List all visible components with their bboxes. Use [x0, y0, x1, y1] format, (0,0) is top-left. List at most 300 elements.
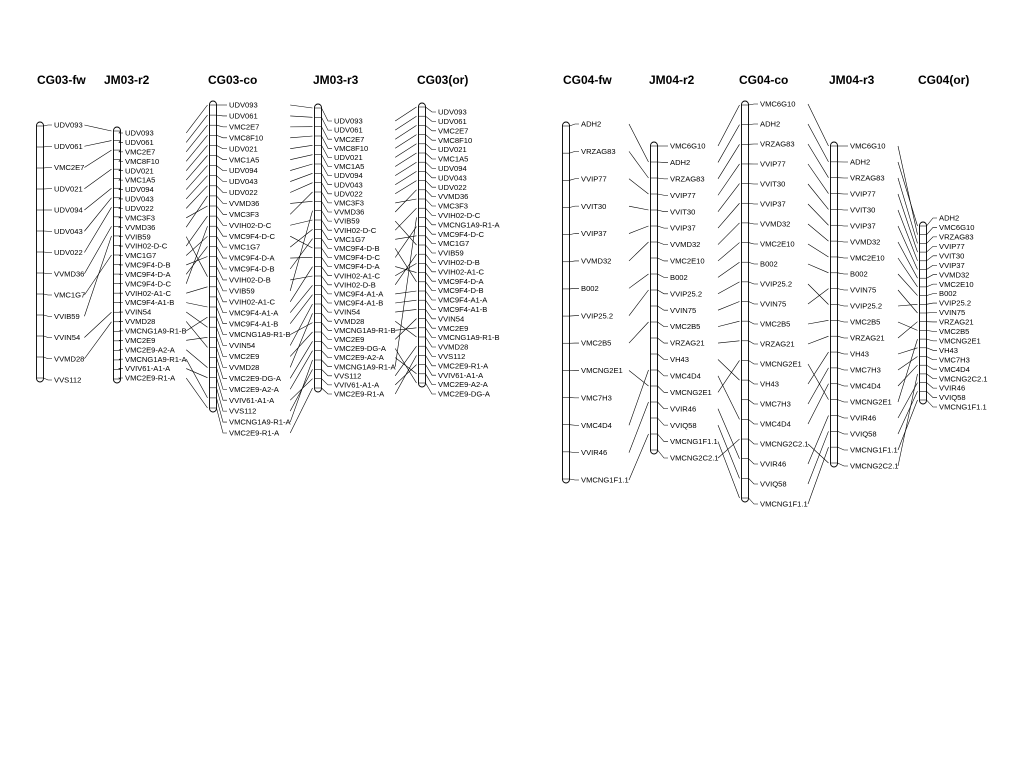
marker-leader [658, 226, 669, 228]
marker-label: VMCNG1A9-R1-B [438, 333, 500, 343]
marker-label: VMC1G7 [125, 251, 157, 261]
homology-link [84, 255, 111, 295]
marker-label: VMC2B5 [850, 317, 881, 327]
marker-label: VVIP25.2 [581, 311, 614, 321]
homology-link [84, 188, 111, 210]
marker-label: VMC9F4-A1-A [229, 308, 279, 318]
marker-leader [838, 336, 849, 338]
marker-label: VVIH02-D-C [438, 211, 481, 220]
marker-leader [426, 181, 437, 188]
homology-link [84, 125, 111, 131]
homology-link [898, 274, 918, 296]
marker-leader [570, 288, 580, 289]
marker-leader [838, 352, 849, 354]
marker-label: VMC3F3 [438, 201, 468, 211]
marker-label: VMC2B5 [760, 319, 791, 329]
homology-link [718, 262, 740, 277]
linkage-map-cg04-co [739, 73, 809, 509]
marker-label: VVMD28 [54, 354, 85, 364]
marker-label: VVIB59 [54, 311, 80, 321]
marker-label: VVIH02-A1-C [334, 271, 381, 281]
homology-link [808, 224, 829, 241]
marker-label: VRZAG83 [760, 139, 795, 149]
linkage-map-jm03-r3 [313, 73, 397, 399]
marker-label: VVIN54 [229, 341, 256, 351]
marker-leader [322, 369, 333, 375]
marker-label: VMC1A5 [334, 162, 365, 172]
homology-link [395, 319, 416, 340]
marker-leader [44, 294, 53, 295]
marker-label: VVIH02-A1-C [125, 288, 172, 298]
marker-leader [426, 346, 437, 356]
marker-label: VVS112 [229, 406, 257, 416]
homology-link [718, 223, 740, 245]
marker-leader [838, 447, 849, 450]
marker-label: VMC9F4-A1-A [334, 289, 384, 299]
linkage-map-cg03-co [208, 73, 292, 438]
marker-leader [570, 479, 580, 480]
homology-link [808, 352, 829, 384]
marker-label: VMC7H3 [850, 365, 881, 375]
marker-label: VMC2E7 [438, 126, 469, 136]
homology-link [898, 162, 918, 226]
homology-link [290, 164, 312, 171]
marker-label: VVIN75 [939, 308, 966, 318]
marker-leader [217, 216, 228, 225]
homology-link [186, 145, 207, 170]
links-cg03-co-jm03-r3 [290, 105, 312, 433]
marker-leader [426, 171, 437, 177]
marker-leader [838, 384, 849, 386]
marker-label: B002 [850, 269, 868, 279]
marker-leader [217, 135, 228, 138]
marker-label: VVMD32 [939, 270, 970, 280]
marker-leader [838, 225, 849, 226]
marker-label: VMCNG1A9-R1-A [229, 417, 291, 427]
marker-leader [322, 136, 333, 148]
homology-link [718, 376, 740, 420]
marker-leader [44, 168, 53, 169]
homology-link [290, 173, 312, 181]
homology-link [84, 150, 111, 167]
marker-leader [322, 379, 333, 385]
marker-leader [322, 276, 333, 285]
marker-label: VMC9F4-D-B [334, 244, 380, 253]
marker-label: VMC2E9-DG-A [334, 344, 386, 354]
homology-link [186, 176, 207, 199]
marker-label: UDV093 [334, 116, 363, 126]
marker-leader [217, 408, 228, 433]
marker-label: VVIQ58 [670, 420, 697, 430]
marker-label: VVMD36 [229, 199, 260, 208]
marker-label: VVMD36 [334, 207, 365, 217]
marker-leader [426, 208, 437, 215]
marker-leader [927, 391, 938, 397]
marker-leader [658, 194, 669, 195]
marker-label: VVMD28 [125, 317, 156, 327]
marker-leader [119, 245, 123, 246]
homology-link [290, 136, 312, 138]
homology-link [395, 254, 416, 285]
homology-link [290, 332, 312, 356]
marker-label: VVIP77 [850, 189, 876, 199]
homology-link [629, 402, 649, 453]
homology-link [395, 125, 416, 139]
marker-leader [217, 277, 228, 291]
marker-label: VMC1G7 [54, 290, 86, 300]
marker-label: VMC8F10 [229, 133, 264, 143]
marker-label: VVIH02-A1-C [438, 267, 485, 277]
marker-leader [749, 243, 759, 244]
marker-leader [658, 322, 669, 327]
homology-link [186, 156, 207, 181]
marker-label: VVIQ58 [939, 393, 966, 403]
marker-label: VMC2E9-A2-A [438, 380, 488, 390]
marker-leader [322, 145, 333, 157]
marker-label: VVMD36 [54, 269, 85, 279]
marker-leader [927, 383, 938, 389]
marker-label: VMC1G7 [334, 234, 366, 244]
marker-label: VMC4D4 [670, 371, 701, 381]
homology-link [808, 204, 829, 225]
marker-label: VMC2E9-R1-A [125, 373, 176, 383]
marker-label: VMCNG1F1.1 [850, 445, 898, 455]
marker-label: VMCNG1F1.1 [581, 475, 629, 485]
marker-label: VH43 [939, 345, 958, 355]
marker-label: VMCNG1A9-R1-A [334, 362, 396, 372]
marker-leader [749, 478, 759, 484]
links-jm03-r2-cg03-co [186, 105, 207, 408]
marker-label: VRZAG83 [581, 146, 616, 156]
marker-label: VRZAG21 [760, 339, 795, 349]
homology-link [718, 321, 740, 326]
marker-label: VMC1G7 [229, 242, 261, 252]
marker-label: VMC8F10 [438, 135, 473, 145]
marker-label: VMC9F4-A1-B [229, 319, 279, 329]
marker-leader [838, 400, 849, 402]
marker-label: ADH2 [850, 157, 871, 167]
homology-link [395, 107, 416, 121]
marker-leader [749, 459, 759, 464]
marker-label: VVIP77 [581, 174, 607, 184]
marker-leader [217, 176, 228, 182]
links-jm04-r3-cg04-or [898, 146, 918, 466]
marker-label: VMC9F4-D-A [229, 253, 275, 263]
marker-label: VVIH02-A1-C [229, 297, 276, 307]
marker-label: VMC2E10 [670, 256, 705, 266]
marker-leader [217, 186, 228, 193]
marker-label: VMC2E7 [54, 163, 85, 173]
homology-link [395, 135, 416, 149]
marker-label: VMC9F4-D-B [229, 264, 275, 274]
marker-label: VVIR46 [581, 448, 608, 458]
marker-leader [570, 151, 580, 153]
marker-leader [426, 263, 437, 271]
marker-leader [322, 332, 333, 339]
marker-leader [426, 365, 437, 376]
marker-leader [322, 117, 333, 130]
marker-leader [749, 439, 759, 444]
marker-leader [749, 360, 759, 364]
marker-label: VVIR46 [939, 383, 966, 393]
marker-label: VVIH02-D-B [229, 275, 271, 285]
marker-leader [658, 402, 669, 409]
marker-label: VMC1G7 [438, 239, 470, 249]
marker-leader [322, 341, 333, 348]
marker-label: VMC2E9-R1-A [334, 389, 385, 399]
homology-link [186, 303, 207, 307]
marker-leader [570, 234, 580, 235]
marker-leader [426, 309, 437, 318]
linkage-map-jm03-r2 [104, 73, 188, 383]
homology-link [718, 360, 740, 392]
linkage-map-cg03-fw [37, 73, 87, 385]
marker-label: VMC1A5 [438, 154, 469, 164]
marker-leader [322, 164, 333, 176]
marker-label: VMC2E7 [229, 122, 260, 132]
marker-leader [322, 127, 333, 140]
marker-leader [322, 285, 333, 294]
marker-label: VMC1A5 [229, 155, 260, 165]
marker-label: UDV022 [334, 189, 363, 199]
marker-label: VMC2E10 [760, 239, 795, 249]
marker-leader [426, 153, 437, 159]
homology-link [629, 242, 649, 261]
marker-label: VVIP37 [670, 223, 696, 233]
marker-leader [217, 287, 228, 302]
homology-link [808, 384, 829, 424]
marker-leader [426, 217, 437, 224]
marker-label: VMC3F3 [125, 213, 155, 223]
homology-link [898, 178, 918, 243]
marker-leader [838, 415, 849, 418]
marker-label: VMC9F4-A1-B [125, 298, 175, 308]
marker-leader [658, 178, 669, 179]
map-title: CG04(or) [918, 73, 970, 87]
marker-label: VMC2E9-A2-A [229, 384, 279, 394]
marker-label: UDV022 [54, 248, 83, 258]
marker-leader [927, 330, 938, 331]
homology-link [395, 190, 416, 212]
marker-label: UDV094 [54, 205, 83, 215]
marker-label: UDV061 [229, 111, 258, 121]
marker-leader [426, 273, 437, 282]
linkage-map-cg04-fw [563, 73, 629, 485]
marker-label: VVIB59 [125, 232, 151, 242]
marker-label: VRZAG21 [670, 338, 705, 348]
marker-label: VVIR46 [670, 404, 697, 414]
marker-leader [119, 340, 123, 341]
marker-label: VVMD32 [670, 240, 701, 250]
homology-link [898, 290, 918, 313]
marker-leader [570, 179, 580, 181]
marker-label: VVIV61-A1-A [438, 370, 484, 380]
marker-label: VMC9F4-D-C [334, 253, 380, 263]
marker-label: UDV021 [438, 145, 467, 155]
links-cg04-fw-jm04-r2 [629, 124, 649, 480]
homology-link [290, 183, 312, 193]
marker-label: UDV061 [125, 138, 154, 148]
map-title: JM04-r3 [829, 73, 875, 87]
marker-label: VVIN54 [438, 314, 465, 324]
marker-leader [927, 400, 938, 407]
marker-leader [749, 302, 759, 305]
marker-label: VVIH02-D-B [438, 258, 480, 267]
marker-label: VMC2E7 [125, 147, 156, 157]
marker-leader [927, 265, 938, 269]
marker-label: B002 [939, 289, 957, 299]
marker-label: VVIB59 [438, 248, 464, 258]
marker-leader [426, 144, 437, 150]
marker-label: VMC6G10 [670, 141, 706, 151]
marker-leader [570, 261, 580, 262]
marker-label: ADH2 [760, 119, 781, 129]
marker-label: VMC2E9-R1-A [438, 361, 489, 371]
marker-leader [217, 398, 228, 422]
marker-label: VVIT30 [760, 179, 786, 189]
marker-label: VMC2E9-A2-A [125, 345, 175, 355]
homology-link [290, 360, 312, 422]
marker-label: VMC2E7 [334, 134, 365, 144]
marker-label: VVIP37 [581, 229, 607, 239]
marker-label: VVS112 [438, 352, 466, 361]
marker-label: UDV043 [229, 177, 258, 187]
marker-label: VMC4D4 [939, 364, 970, 374]
marker-label: VVIN75 [670, 305, 697, 315]
map-title: CG03(or) [417, 73, 469, 87]
marker-leader [217, 196, 228, 204]
marker-leader [749, 124, 759, 125]
homology-link [290, 257, 312, 258]
marker-leader [838, 305, 849, 307]
homology-link [898, 194, 918, 252]
marker-leader [217, 337, 228, 356]
marker-label: VVS112 [54, 375, 82, 385]
marker-label: B002 [760, 259, 778, 269]
marker-label: VMC9F4-D-B [438, 286, 484, 296]
homology-link [898, 146, 918, 235]
links-cg03-fw-jm03-r2 [84, 125, 111, 359]
marker-label: B002 [581, 283, 599, 293]
marker-leader [322, 229, 333, 239]
marker-leader [322, 108, 333, 121]
homology-link [84, 322, 111, 359]
marker-label: UDV093 [229, 100, 258, 110]
marker-label: VVIP77 [760, 159, 786, 169]
marker-leader [44, 125, 53, 126]
homology-link [186, 237, 207, 277]
marker-leader [426, 337, 437, 347]
homology-link [84, 236, 111, 316]
marker-leader [119, 255, 123, 256]
marker-leader [658, 274, 669, 277]
marker-label: UDV021 [125, 166, 154, 176]
marker-label: B002 [670, 272, 688, 282]
marker-leader [217, 145, 228, 148]
homology-link [808, 320, 829, 324]
marker-leader [838, 257, 849, 258]
marker-label: VMC2E9-DG-A [438, 389, 490, 399]
marker-label: UDV061 [438, 117, 467, 126]
homology-link [718, 105, 740, 146]
marker-label: UDV043 [54, 226, 83, 236]
marker-leader [322, 351, 333, 358]
marker-label: VMC9F4-A1-A [438, 295, 488, 305]
marker-label: VVIT30 [670, 207, 696, 217]
marker-label: VMC7H3 [760, 399, 791, 409]
marker-leader [658, 338, 669, 343]
marker-label: UDV093 [125, 128, 154, 138]
marker-label: VRZAG83 [850, 173, 885, 183]
marker-leader [749, 282, 759, 284]
marker-label: VMCNG2E1 [939, 336, 981, 346]
marker-leader [217, 236, 228, 247]
linkage-map-cg04-or [918, 73, 988, 412]
marker-leader [322, 257, 333, 266]
marker-leader [426, 328, 437, 338]
homology-link [808, 164, 829, 194]
marker-leader [570, 124, 580, 126]
homology-link [186, 196, 207, 227]
homology-link [186, 287, 207, 293]
marker-label: VMC2E9 [125, 335, 156, 345]
marker-leader [927, 374, 938, 379]
marker-label: VMC2E9-DG-A [229, 373, 281, 383]
marker-label: VMC4D4 [760, 419, 791, 429]
marker-label: VMC2E9 [229, 352, 260, 362]
marker-leader [658, 306, 669, 310]
marker-label: VVIN54 [54, 333, 81, 343]
marker-leader [322, 388, 333, 394]
marker-label: VMC2E9-R1-A [229, 428, 280, 438]
marker-label: VVIN75 [850, 285, 877, 295]
marker-leader [838, 209, 849, 210]
homology-link [395, 116, 416, 130]
homology-link [395, 300, 416, 303]
marker-label: VVIQ58 [850, 429, 877, 439]
marker-leader [838, 273, 849, 274]
marker-label: VVIV61-A1-A [229, 395, 275, 405]
linkage-map-cg03-or [417, 73, 501, 399]
marker-label: VMCNG2E1 [850, 397, 892, 407]
marker-label: VVIQ58 [760, 479, 787, 489]
marker-leader [426, 107, 437, 112]
marker-label: UDV061 [334, 125, 363, 135]
marker-leader [44, 315, 53, 316]
marker-label: VVIR46 [850, 413, 877, 423]
homology-link [186, 337, 207, 340]
marker-label: VVMD28 [438, 342, 469, 352]
marker-leader [426, 116, 437, 121]
marker-leader [749, 203, 759, 204]
marker-label: VVIH02-D-C [125, 241, 168, 251]
homology-link [629, 226, 649, 234]
marker-leader [927, 246, 938, 252]
marker-leader [749, 321, 759, 324]
homology-link [186, 317, 207, 331]
marker-leader [927, 348, 938, 351]
marker-label: VMC3F3 [334, 198, 364, 208]
marker-label: VVIP77 [670, 190, 696, 200]
linkage-map-jm04-r2 [649, 73, 719, 463]
homology-link [290, 145, 312, 148]
marker-label: VMCNG2C2.1 [939, 374, 988, 384]
marker-label: VMC2E9 [438, 323, 469, 333]
marker-leader [217, 125, 228, 127]
links-cg04-co-jm04-r3 [808, 104, 829, 504]
homology-link [808, 368, 829, 404]
marker-label: VMC6G10 [850, 141, 886, 151]
